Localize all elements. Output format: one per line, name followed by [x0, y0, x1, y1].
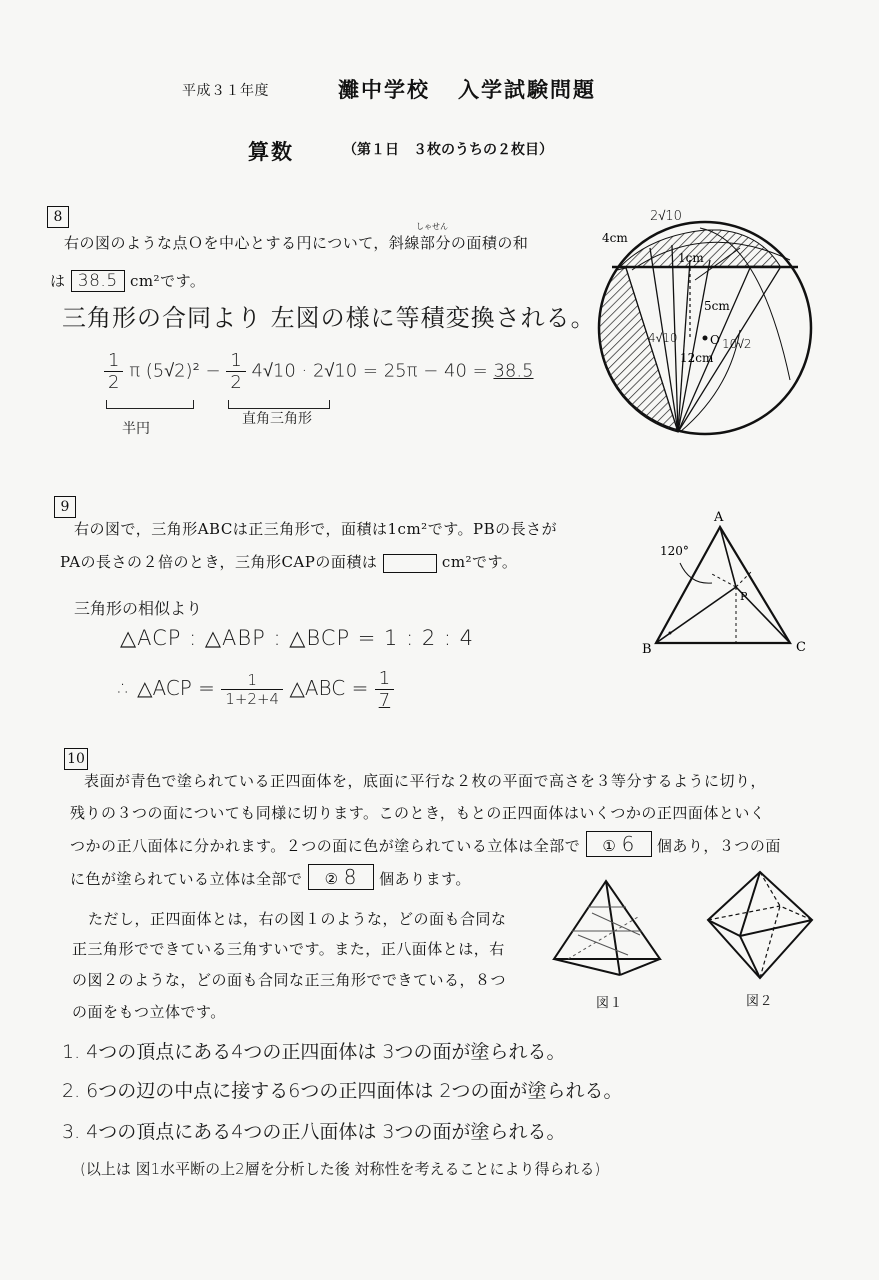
- q8-fig-label-12cm: 12cm: [680, 351, 714, 365]
- q8-eq-minus: −: [205, 360, 221, 382]
- q10-hw-note-1: 1. 4つの頂点にある4つの正四面体は 3つの面が塗られる。: [62, 1041, 566, 1063]
- q10-ans2: 8: [343, 865, 358, 889]
- q8-eq-a-rest: π (5√2)²: [129, 360, 200, 382]
- q9-hw-equation: [118, 668, 394, 711]
- q10-def1: ただし，正四面体とは，右の図１のような，どの面も合同な: [88, 910, 507, 928]
- q9-fig-label-C: C: [796, 640, 806, 655]
- q9-fig-label-angle: 120°: [660, 544, 689, 558]
- q10-line3-pre: つかの正八面体に分かれます。２つの面に色が塗られている立体は全部で: [70, 837, 581, 855]
- q9-hw-eq-pre: ∴ △ACP =: [118, 676, 215, 700]
- q10-fig1-tetrahedron: [548, 875, 668, 985]
- header-exam: 入学試験問題: [458, 77, 596, 102]
- q8-answer-box: 38.5: [71, 270, 125, 292]
- header-day-info: （第１日 ３枚のうちの２枚目）: [343, 142, 553, 158]
- q8-fig-label-2r10: 2√10: [650, 209, 682, 224]
- q9-hw-note: 三角形の相似より: [74, 599, 203, 618]
- q10-line3-post: 個あり，３つの面: [656, 837, 781, 855]
- q8-fig-label-1cm: 1cm: [678, 251, 704, 265]
- q8-line2-pre: は: [50, 272, 66, 290]
- q9-hw-frac: [221, 671, 283, 708]
- q9-line2-post: cm²です。: [441, 553, 518, 571]
- q10-hw-note-4: (以上は 図1水平断の上2層を分析した後 対称性を考えることにより得られる): [80, 1160, 601, 1178]
- q10-answer1-box: [586, 831, 652, 857]
- q8-line2-post: cm²です。: [129, 272, 206, 290]
- q10-line4-post: 個あります。: [379, 870, 471, 888]
- q9-triangle-figure: [640, 505, 815, 655]
- q8-label-a: 半円: [122, 421, 150, 437]
- q8-fig-label-4cm: 4cm: [602, 231, 628, 245]
- q10-answer2-box: [308, 864, 374, 890]
- q9-hw-frac-num: 1: [221, 671, 283, 690]
- q9-hw-eq-mid: △ABC =: [289, 676, 369, 700]
- q8-eq-b-rest: 4√10 · 2√10: [251, 360, 358, 382]
- q8-frac-a-num: 1: [104, 350, 123, 372]
- q10-line3: [70, 831, 781, 857]
- q9-hw-ans-num: 1: [375, 668, 394, 690]
- q8-fig-label-O: O: [710, 333, 720, 347]
- question-9-number: 9: [54, 496, 76, 518]
- q8-ruby: しゃせん: [416, 222, 448, 231]
- question-10-number: 10: [64, 748, 88, 770]
- q10-line4-pre: に色が塗られている立体は全部で: [70, 870, 303, 888]
- q9-hw-frac-den: 1+2+4: [225, 690, 280, 708]
- q10-hw-note-3: 3. 4つの頂点にある4つの正八面体は 3つの面が塗られる。: [62, 1121, 566, 1143]
- q10-ans1-label: ①: [602, 837, 617, 855]
- q8-label-b: 直角三角形: [242, 411, 312, 427]
- q9-line1: 右の図で，三角形ABCは正三角形で，面積は1cm²です。PBの長さが: [74, 520, 558, 538]
- q8-frac-b: [226, 350, 245, 393]
- q9-line2: [60, 551, 517, 573]
- question-8-number: 8: [47, 206, 69, 228]
- q10-def2: 正三角形でできている三角すいです。また，正八面体とは，右: [72, 940, 505, 958]
- header-year: 平成３１年度: [182, 83, 269, 99]
- q9-fig-label-B: B: [642, 642, 652, 655]
- q8-frac-b-den: 2: [230, 372, 242, 393]
- q8-line1: 右の図のような点Ｏを中心とする円について，斜線部分の面積の和: [64, 234, 529, 252]
- q9-line2-pre: PAの長さの２倍のとき，三角形CAPの面積は: [60, 553, 378, 571]
- q8-frac-a-den: 2: [108, 372, 120, 393]
- q10-ans1: 6: [621, 832, 635, 856]
- q9-fig-label-P: P: [740, 590, 748, 603]
- q8-frac-a: [104, 350, 123, 393]
- q10-ans2-label: ②: [324, 870, 339, 888]
- q10-hw-note-2: 2. 6つの辺の中点に接する6つの正四面体は 2つの面が塗られる。: [62, 1080, 623, 1102]
- q10-def4: の面をもつ立体です。: [72, 1003, 226, 1021]
- q8-fig-label-10r2: 10√2: [722, 337, 752, 351]
- q8-eq-result: = 25π − 40 =: [362, 360, 488, 382]
- q8-circle-figure: [590, 200, 820, 450]
- q8-equation: [104, 350, 534, 393]
- q8-fig-label-5cm: 5cm: [704, 299, 730, 313]
- q9-answer-box: [383, 554, 437, 573]
- q10-fig1-caption: 図１: [596, 996, 624, 1011]
- q10-line4: [70, 864, 471, 890]
- q9-fig-label-A: A: [714, 510, 724, 525]
- q8-fig-label-4r10: 4√10: [648, 331, 678, 345]
- q8-brace-a: [106, 400, 194, 409]
- q8-eq-answer: 38.5: [493, 360, 534, 382]
- header-school: 灘中学校: [338, 77, 430, 102]
- q8-frac-b-num: 1: [226, 350, 245, 372]
- header-subject: 算数: [248, 139, 294, 164]
- q10-line1: 表面が青色で塗られている正四面体を，底面に平行な２枚の平面で高さを３等分するように切り，: [84, 772, 767, 790]
- q10-fig2-octahedron: [700, 868, 820, 984]
- q10-def3: の図２のような，どの面も合同な正三角形でできている，８つ: [72, 971, 507, 989]
- q9-hw-ans-den: 7: [378, 690, 391, 711]
- q9-hw-ratio: △ACP : △ABP : △BCP = 1 : 2 : 4: [120, 626, 474, 650]
- q8-hw-note: 三角形の合同より 左図の様に等積変換される。: [62, 304, 596, 332]
- q8-line2: [50, 270, 205, 292]
- q9-hw-answer-frac: [375, 668, 394, 711]
- q10-line2: 残りの３つの面についても同様に切ります。このとき，もとの正四面体はいくつかの正四面体といく: [70, 804, 766, 822]
- q10-fig2-caption: 図２: [746, 994, 774, 1009]
